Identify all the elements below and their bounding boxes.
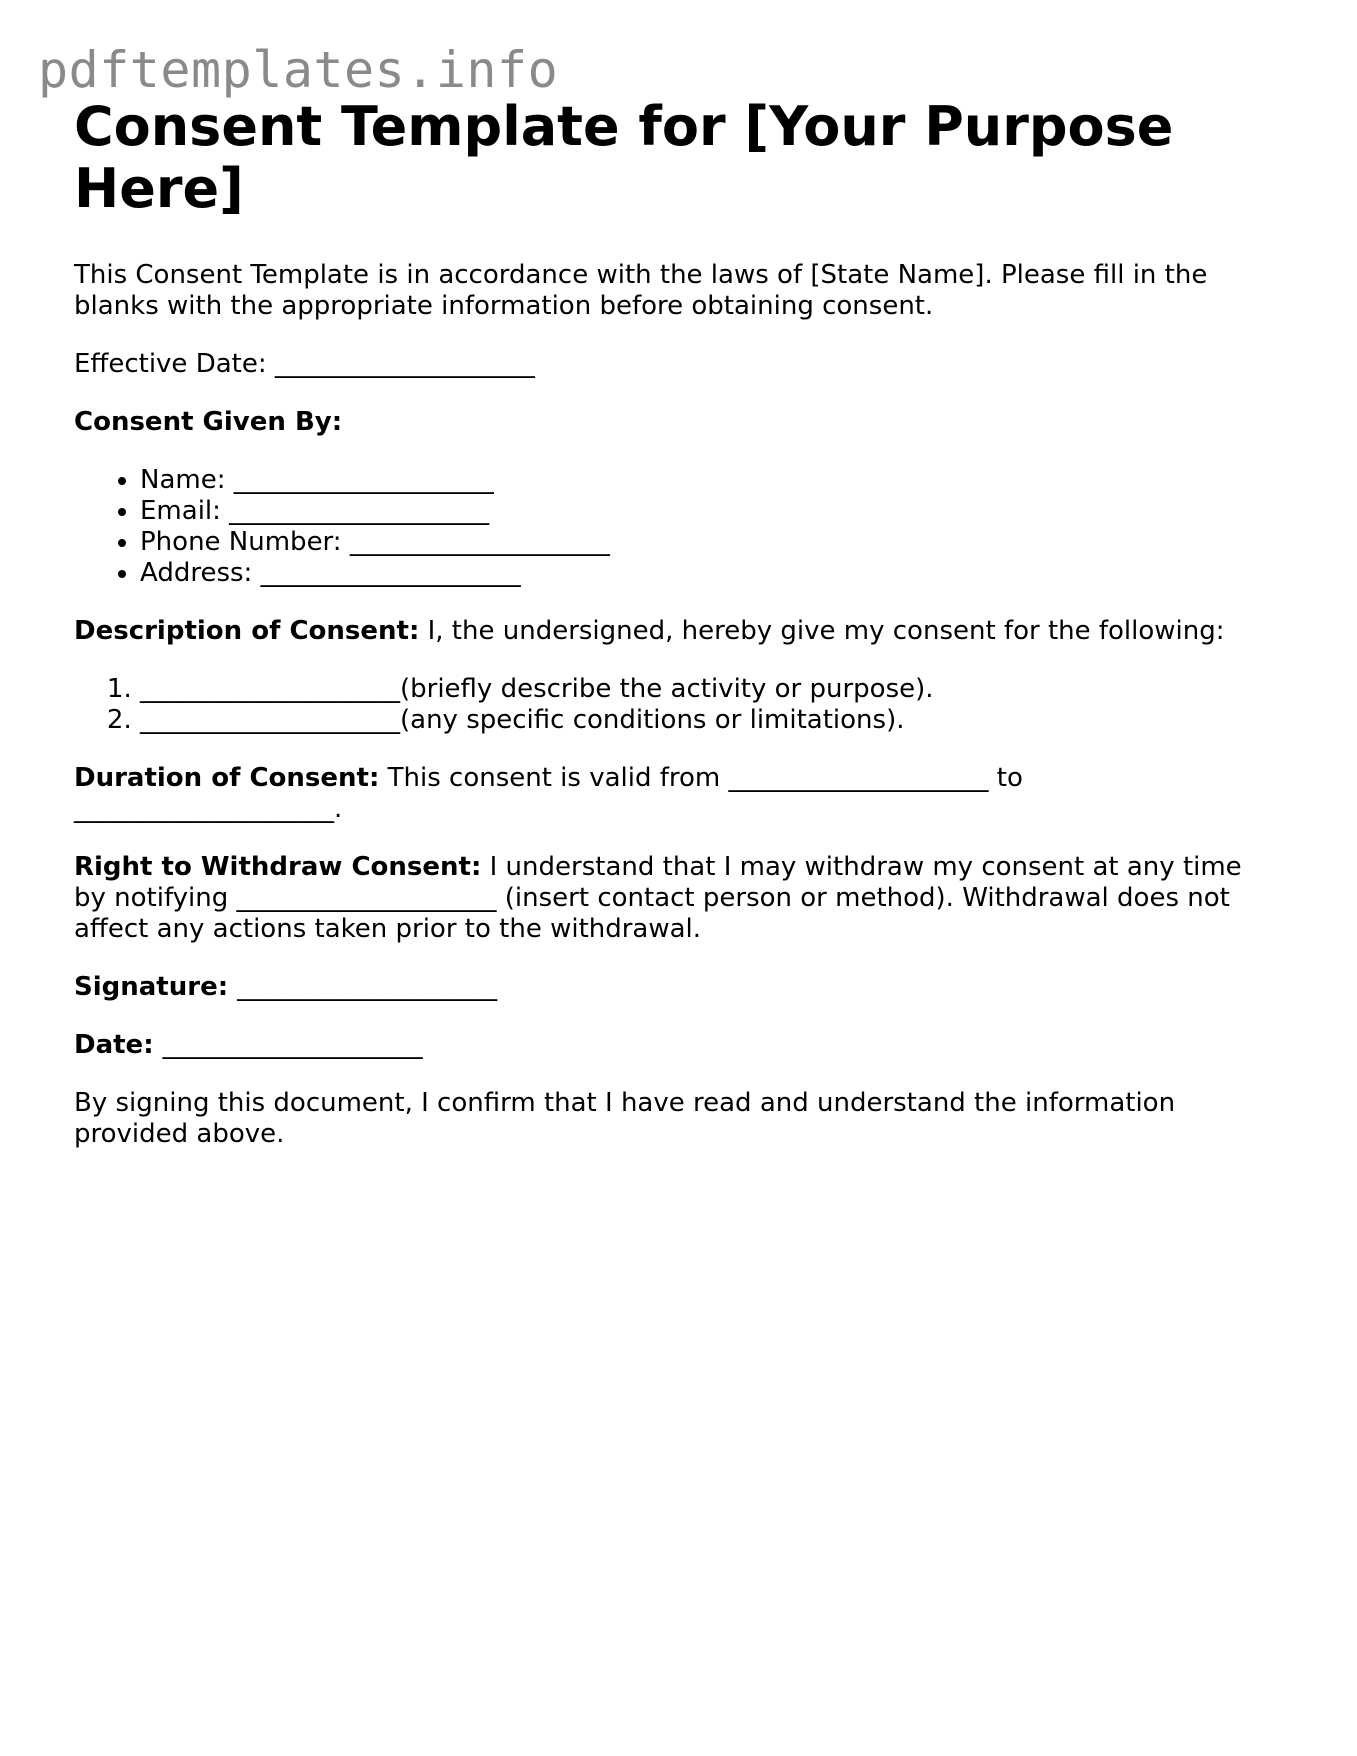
watermark: pdftemplates.info — [38, 41, 559, 99]
list-item-address: • Address: ____________________ — [140, 558, 1274, 589]
effective-date-blank: ____________________ — [274, 349, 535, 379]
date-line — [74, 1030, 1274, 1061]
document — [74, 96, 1274, 1150]
page-title: Consent Template for [Your Purpose Here] — [74, 95, 1174, 220]
description-heading: Description of Consent: — [74, 616, 420, 646]
signature-line — [74, 972, 1274, 1003]
list-item-phone: • Phone Number: ____________________ — [140, 527, 1274, 558]
date-blank: ____________________ — [162, 1030, 423, 1060]
description-item-1: 1. ____________________(briefly describe the activity or purpose). — [140, 674, 1274, 705]
date-label: Date: — [74, 1030, 154, 1060]
description-of-consent — [74, 616, 1274, 647]
duration-of-consent — [74, 763, 1254, 825]
duration-text: This consent is valid from ____________________ to ____________________. — [74, 763, 1023, 824]
effective-date-line — [74, 349, 1274, 380]
signature-blank: ____________________ — [237, 972, 498, 1002]
consent-given-by-heading: Consent Given By: — [74, 407, 343, 437]
withdraw-heading: Right to Withdraw Consent: — [74, 852, 482, 882]
consent-given-by-list — [74, 465, 1274, 589]
closing-statement: By signing this document, I confirm that I have read and understand the information provided above. — [74, 1088, 1176, 1149]
description-item-2: 2. ____________________(any specific conditions or limitations). — [140, 705, 1274, 736]
right-to-withdraw — [74, 852, 1274, 945]
intro-paragraph: This Consent Template is in accordance with the laws of [State Name]. Please fill in the blanks with the appropriate information before obtaining consent. — [74, 260, 1208, 321]
duration-heading: Duration of Consent: — [74, 763, 380, 793]
list-item-email: • Email: ____________________ — [140, 496, 1274, 527]
description-list — [74, 674, 1274, 736]
list-item-name: • Name: ____________________ — [140, 465, 1274, 496]
effective-date-label: Effective Date: — [74, 349, 267, 379]
withdraw-text: I understand that I may withdraw my consent at any time by notifying ____________________ (insert contact person or method). Withdrawal does not affect any actions taken prior to the withdrawal. — [74, 852, 1242, 944]
signature-label: Signature: — [74, 972, 229, 1002]
description-text: I, the undersigned, hereby give my consent for the following: — [427, 616, 1225, 646]
